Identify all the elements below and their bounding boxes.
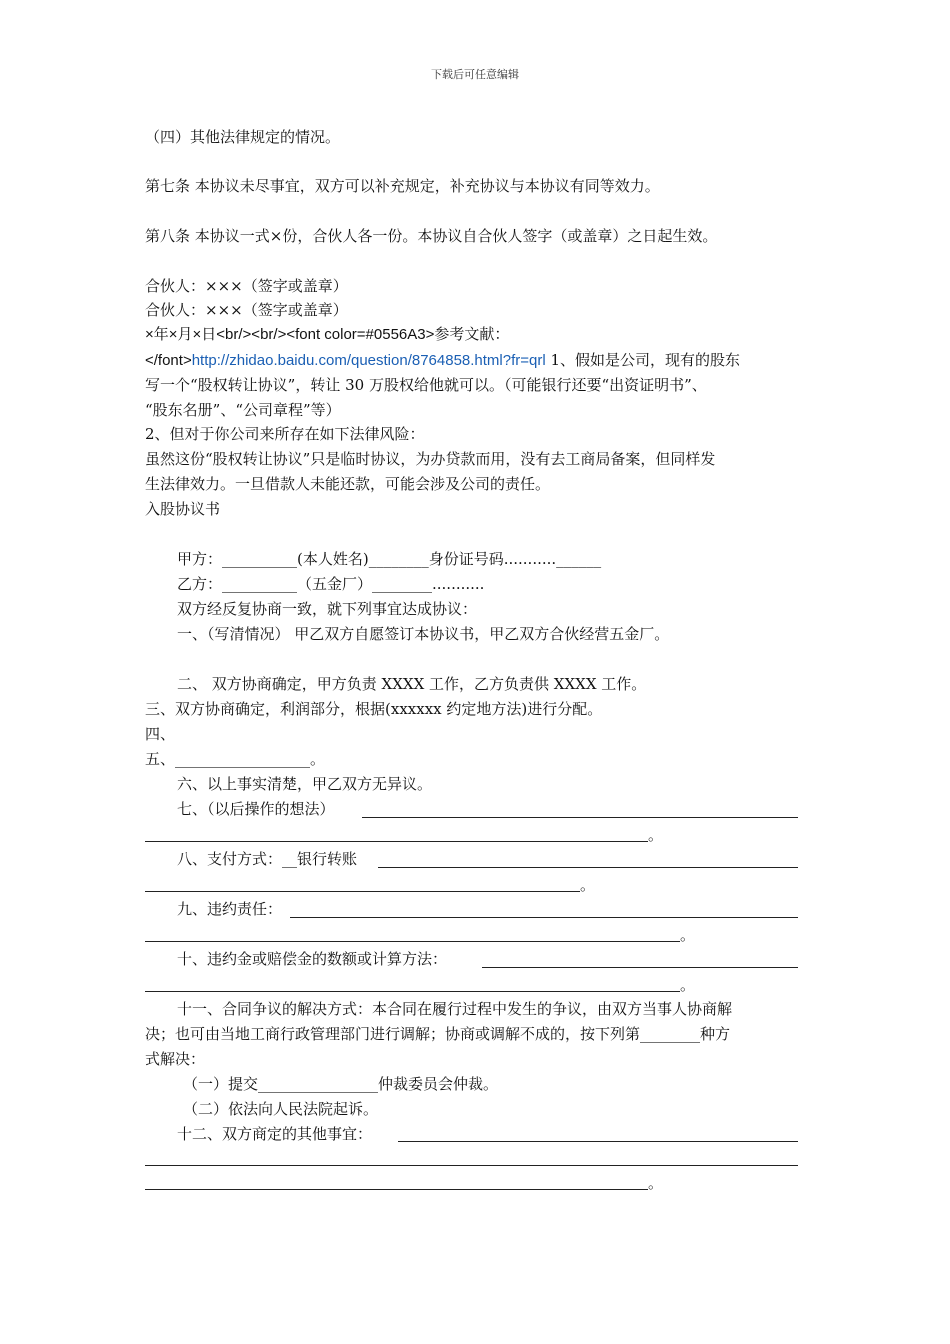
clause-5: 五、__________________。 (145, 750, 326, 768)
clause-12: 十二、双方商定的其他事宜： (177, 1125, 373, 1143)
reference-text: 1、假如是公司，现有的股东 (545, 351, 741, 369)
partner-signature-1: 合伙人：×××（签字或盖章） (145, 277, 348, 295)
clause-6: 六、以上事实清楚，甲乙双方无异议。 (177, 775, 433, 793)
paragraph-line: “股东名册”、“公司章程”等） (145, 401, 341, 419)
fill-line (145, 991, 680, 992)
fill-line (362, 817, 798, 818)
party-b-line: 乙方：__________（五金厂）________........... (177, 575, 485, 593)
reference-link[interactable]: http://zhidao.baidu.com/question/8764858.html?fr=qrl (191, 352, 546, 369)
clause-item-4: （四）其他法律规定的情况。 (145, 128, 341, 146)
clause-8: 八、支付方式：__银行转账 (177, 850, 358, 868)
paragraph-line: 生法律效力。一旦借款人未能还款，可能会涉及公司的责任。 (145, 475, 551, 493)
paragraph-line: 虽然这份“股权转让协议”只是临时协议，为办贷款而用，没有去工商局备案，但同样发 (145, 450, 716, 468)
period: 。 (648, 826, 664, 844)
clause-4: 四、 (145, 725, 176, 743)
page-header: 下载后可任意编辑 (431, 68, 519, 81)
fill-line (290, 917, 798, 918)
fill-line (145, 891, 580, 892)
fill-line (378, 867, 798, 868)
font-close-tag: </font> (145, 352, 192, 369)
fill-line (145, 841, 648, 842)
clause-3: 三、双方协商确定，利润部分，根据(xxxxxx 约定地方法)进行分配。 (145, 700, 603, 718)
paragraph-line: 2、但对于你公司来所存在如下法律风险： (145, 425, 425, 443)
period: 。 (580, 876, 596, 894)
party-a-line: 甲方：__________(本人姓名)________身份证号码...........______ (177, 550, 602, 568)
period: 。 (680, 926, 696, 944)
article-8: 第八条 本协议一式×份，合伙人各一份。本协议自合伙人签字（或盖章）之日起生效。 (145, 227, 718, 245)
period: 。 (648, 1174, 664, 1192)
document-title: 入股协议书 (145, 500, 221, 518)
reference-line (145, 351, 740, 370)
fill-line (145, 1165, 798, 1166)
paragraph-line: 写一个“股权转让协议”，转让 30 万股权给他就可以。（可能银行还要“出资证明书”、 (145, 376, 707, 394)
period: 。 (680, 976, 696, 994)
clause-7: 七、（以后操作的想法） (177, 800, 335, 818)
clause-11: 十一、合同争议的解决方式：本合同在履行过程中发生的争议，由双方当事人协商解 (177, 1000, 733, 1018)
option-1: （一）提交________________仲裁委员会仲裁。 (183, 1075, 499, 1093)
clause-10: 十、违约金或赔偿金的数额或计算方法： (177, 950, 448, 968)
fill-line (145, 941, 680, 942)
agreement-intro: 双方经反复协商一致，就下列事宜达成协议： (177, 600, 478, 618)
partner-signature-2: 合伙人：×××（签字或盖章） (145, 301, 348, 319)
clause-11-cont: 式解决： (145, 1050, 206, 1068)
option-2: （二）依法向人民法院起诉。 (183, 1100, 379, 1118)
date-line: ×年×月×日<br/><br/><font color=#0556A3>参考文献： (145, 326, 510, 343)
clause-1: 一、（写清情况） 甲乙双方自愿签订本协议书，甲乙双方合伙经营五金厂。 (177, 625, 670, 643)
clause-2: 二、 双方协商确定，甲方负责 XXXX 工作，乙方负责供 XXXX 工作。 (177, 675, 647, 693)
clause-11-cont: 决；也可由当地工商行政管理部门进行调解；协商或调解不成的，按下列第________种方 (145, 1025, 731, 1043)
fill-line (482, 967, 798, 968)
fill-line (398, 1141, 798, 1142)
clause-9: 九、违约责任： (177, 900, 283, 918)
article-7: 第七条 本协议未尽事宜，双方可以补充规定，补充协议与本协议有同等效力。 (145, 177, 660, 195)
fill-line (145, 1189, 648, 1190)
